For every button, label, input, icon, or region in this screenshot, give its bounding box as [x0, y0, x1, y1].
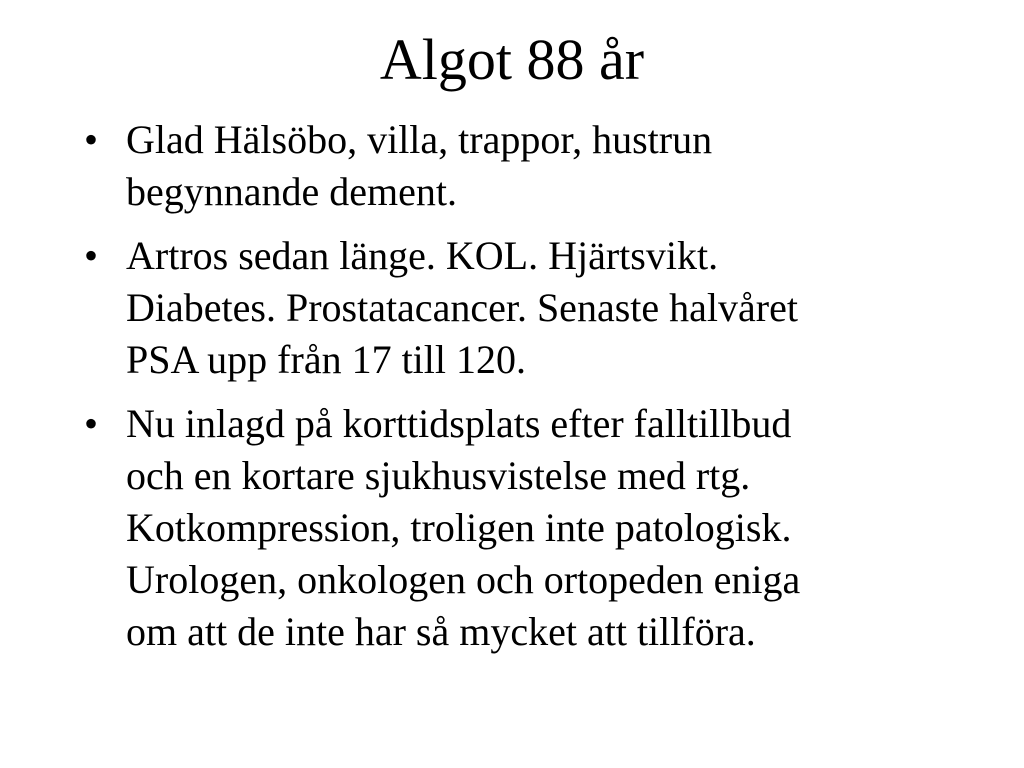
- bullet-line: Diabetes. Prostatacancer. Senaste halvåret: [126, 285, 798, 330]
- bullet-marker: •: [84, 233, 99, 278]
- bullet-item: [0, 398, 1024, 658]
- bullet-line: Artros sedan länge. KOL. Hjärtsvikt.: [126, 233, 719, 278]
- bullet-list: [0, 114, 1024, 670]
- bullet-line: begynnande dement.: [126, 169, 457, 214]
- bullet-marker: •: [84, 117, 99, 162]
- bullet-line: om att de inte har så mycket att tillföra.: [126, 609, 756, 654]
- bullet-line: Urologen, onkologen och ortopeden eniga: [126, 557, 801, 602]
- bullet-line: och en kortare sjukhusvistelse med rtg.: [126, 453, 751, 498]
- bullet-marker: •: [84, 401, 99, 446]
- bullet-line: Nu inlagd på korttidsplats efter falltillbud: [126, 401, 792, 446]
- bullet-line: Glad Hälsöbo, villa, trappor, hustrun: [126, 117, 713, 162]
- slide-title: Algot 88 år: [379, 27, 645, 92]
- bullet-item: [0, 230, 1024, 386]
- bullet-item: [0, 114, 1024, 218]
- bullet-line: PSA upp från 17 till 120.: [126, 337, 527, 382]
- bullet-line: Kotkompression, troligen inte patologisk.: [126, 505, 792, 550]
